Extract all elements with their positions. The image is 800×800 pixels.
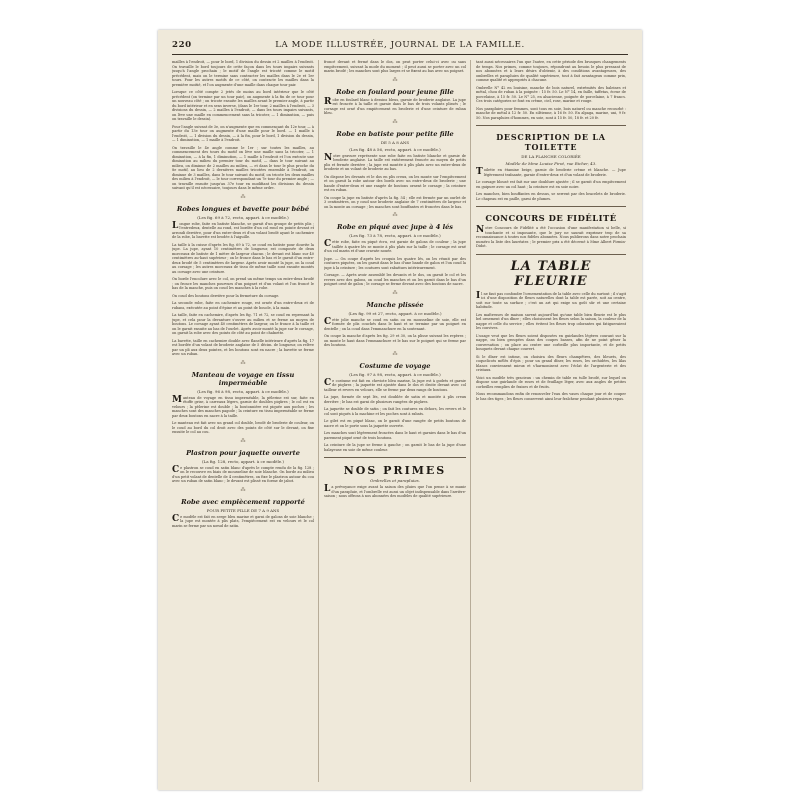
section-caption: (Les fig. 99 et 27, recto, appart. à ce modèle.) [348,310,442,316]
section-caption: (Les fig. 48 à 56, recto, appart. à ce modèle.) [349,146,441,152]
column-rule [318,60,319,782]
section-heading: Manche plissée [366,300,424,309]
paragraph: Voici un modèle très gracieux : un chemin de table en tulle brodé, sur lequel on dispose une guirlande de roses et de feuillage léger, avec aux angles de petites corbeilles remplies de fraises et de fruits. [476,375,626,389]
section-heading: Robe en foulard pour jeune fille [336,87,454,96]
paragraph: On borde l'encolure avec le col, on prend un même temps un entre-deux brodé ; on fronce les manches pourvues d'un poignet et d'un volant et l'on froncé le bas de la manche, puis on coud les manches à la robe. [172,277,314,290]
section-caption: (Les fig. 73 à 78, recto, appart. à ce modèle.) [349,233,441,238]
paragraph: La jaquette se double de satin ; on fait les coutures en dehors, les revers et le col sont piqués à la machine et les poches sont à rabats. [324,407,466,416]
paragraph: La taille, faite en cachemire, d'après les fig. 71 et 72, se coud en reprenant la jupe, et cela pour la devanture s'ouvre au milieu et se ferme au moyen de boutons. Le corsage ayant 40 centimètres de largeur, on le fronce à la taille et on le garnit ensuite au bas de l'ourlet. Après avoir monté la jupe sur le corsage, on garnit la robe avec des points de côté au point de chaînette. [172,313,314,335]
paragraph: Robe en foulard blanc à dessins bleus, garnie de broderie anglaise. La jupe est froncée à la taille et garnie dans le bas de trois volants plissés ; le corsage est orné d'un empiècement en broderie et d'une ceinture de ruban bleu. [324,96,466,115]
divider [324,457,466,458]
section-caption: (Les fig. 96 à 98, recto, appart. à ce modèle.) [197,388,289,394]
description-heading: DESCRIPTION DE LA TOILETTE [496,132,606,152]
paragraph: Nos parapluies pour femmes, sont tous en soie, bois naturel ou manche recourbé : manche de métal à 12 fr. 50. En siléienne, à 16 fr. 50. En alpaga, marine, uni, 9 fr. 50. Nos parapluies d'hommes, en soie, sont à 15 fr. 50, 18 fr. et 20 fr. [476,106,626,120]
divider [476,206,626,207]
paragraph: Les manches, bien bouffantes en dessus, se serrent par des bracelets de broderie. Le chapeau est en paille, garni de plumes. [476,192,626,201]
paragraph: La taille à la cuisse d'après les fig. 69 à 72, se coud en batiste pour douvite la jupe. La jupe, ayant 10 centimètres de longueur, est composée de deux morceaux de batiste de 1 mètre de largeur chacun ; le devant est blanc sur 40 centimètres au-haut supérieur ; on le fronce dans le bas et le garnit d'un entre-deux brodé de 5 centimètres de largeur. Après avoir monté la jupe, on la coud au corsage ; les autres morceaux de tissu de même taille sont ensuite montés au corsage avec une ceinture. [172,242,314,274]
paragraph: Les maîtresses de maison savent aujourd'hui qu'une table bien fleurie est le plus bel ornement d'un dîner ; elles choisissent les fleurs selon la saison, la couleur de la nappe et celle du service ; elles évitent les fleurs trop odorantes qui fatigueraient les convives. [476,312,626,330]
paragraph: La jupe, formée de sept lés, est doublée de satin et montée à plis creux derrière ; le bas est garni de plusieurs rangées de piqûres. [324,395,466,404]
column-middle [324,60,466,782]
contest-heading: CONCOURS DE FIDÉLITÉ [485,213,617,223]
paragraph: Ombrelle N° 42 en louisine, manche de bois naturel, extrémités des baleines et métal, chou de ruban à la poignée : 15 fr. 50. Le N° 14, en faille, taffetas, écrue de porcelaine, à 15 fr. 50. Le N° 25, en alsacienne, poignée de porcelaine, à 7 francs. Ces trois catégories se font en crème, ciel, rose, marine et rouge. [476,85,626,103]
paragraph: Nous recommandons enfin de renouveler l'eau des vases chaque jour et de couper le bas des tiges ; les fleurs conservent ainsi leur fraîcheur pendant plusieurs repas. [476,392,626,401]
ornament-divider: ⁂ [392,350,398,357]
paragraph: Notre Concours de Fidélité a été l'occasion d'une manifestation si belle, si touchante et si imposante, que le jury ne saurait exprimer trop de sa reconnaissance à toutes nos fidèles abonnées. Nous publierons dans notre prochain numéro la liste des lauréates ; le premier prix a été décerné à Mme Albert Firmin-Didot. [476,225,626,248]
section-caption: DE 5 A 8 ANS [380,139,410,145]
description-subheading: DE LA PLANCHE COLORIÉE [521,154,581,159]
paragraph: La ceinture de la jupe se ferme à gauche ; on garnit le bas de la jupe d'une balayeuse en soie de même couleur. [324,443,466,452]
ornament-divider: ⁂ [392,76,398,83]
divider [476,254,626,255]
column-right [476,60,626,782]
primes-heading: NOS PRIMES [343,464,447,477]
paragraph: Le corsage blousé est fait sur une doublure ajustée ; il se garnit d'un empiècement en guipure avec un col haut ; la ceinture est en soie noire. [476,180,626,189]
paragraph: Toilette en étamine beige, garnie de broderie crème et blanche. — Jupe légèrement traînante, garnie d'entre-deux et d'un volant de broderie. [476,167,626,177]
paragraph: On coupe la jupe en batiste d'après la fig. 54 ; elle est fermée par un ourlet de 3 centimètres, on y coud une broderie anglaise de 7 centimètres de largeur et on la monte au corsage ; les manches sont bouffantes et froncées dans le bas. [324,195,466,209]
ornament-divider: ⁂ [392,212,398,218]
paragraph: On coupe la manche d'après les fig. 29 et 30, on la plisse suivant les repères ; on monte le haut dans l'emmanchure et le bas sur le poignet qui se ferme par des boutons. [324,334,466,347]
section-heading: Manteau de voyage en tissu imperméable [191,370,295,387]
paragraph: Pour l'angle suivant de 3e, on n'augmente que en commençant du 12e tour, — à partir du 13e tour on augmente d'une maille pour le bord. — 1 maille à l'endroit, — 1 division du dessin, — à la fin, pour le bord, 1 division du dessin, — 1 diminution, — 1 maille à l'endroit. [172,124,314,142]
paragraph: Ce modèle est fait en serge bleu marine et garni de galons de soie blanche ; la jupe est montée à plis plats, l'empiècement est en velours et le col marin se ferme par un nœud de satin. [172,513,314,528]
paragraph: Notre gravure représente une robe faite en batiste blanche et garnie de broderie anglaise. La taille est entièrement froncée au moyen de petits plis et fermée derrière ; la jupe est montée à plis plats avec un entre-deux de broderie et un volant de broderie au bas. [324,152,466,171]
ornament-divider: ⁂ [392,118,398,125]
paragraph: Le gilet est en piqué blanc, on le garnit d'une rangée de petits boutons de nacre et on le porte sous la jaquette ouverte. [324,419,466,428]
page-number: 220 [172,40,192,50]
paragraph: L'usage veut que les fleurs soient disposées en guirlandes légères courant sur la nappe, ou bien groupées dans des coupes basses, afin de ne point gêner la conversation ; on place au centre une corbeille plus importante, et de petits bouquets devant chaque couvert. [476,333,626,351]
paragraph: Ce plastron se coud en satin blanc d'après le compte rendu de la fig. 128 ; on le recouvre en biais de mousseline de soie blanche. On borde au milieu d'un petit volant de dentelle de 4 centimètres, on fixe le plastron autour du cou avec un ruban de satin blanc ; le devant est plissé en forme de jabot. [172,464,314,483]
paragraph: Cette robe, faite en piqué écru, est garnie de galons de couleur ; la jupe taillée à quatre lés se monte à plis plats sur la taille ; le corsage est orné d'un col marin et d'une cravate nouée. [324,239,466,253]
paragraph: Ce costume est fait en cheviote bleu marine, la jupe est à godets et garnie de piqûres ; la jaquette est ajustée dans le dos et droite devant avec col tailleur et revers en velours, elle se ferme par deux rangs de boutons. [324,377,466,392]
paragraph: On coud des boutons derrière pour la fermeture du corsage. [172,293,280,298]
column-left [172,60,314,782]
table-fleurie-heading: LA TABLE FLEURIE [510,258,592,289]
page-header [172,36,628,55]
journal-title: LA MODE ILLUSTRÉE, JOURNAL DE LA FAMILLE. [275,40,525,50]
paragraph: La seconde robe, faite en cachemire rouge, est ornée d'un entre-deux et de rubans, exécutée au point d'épine et au point de boucle, à la main. [172,301,314,310]
section-caption: (Les fig. 97 à 98, recto, appart. à ce modèle.) [349,371,441,377]
section-heading: Robes longues et bavette pour bébé [176,204,310,213]
section-caption: POUR PETITE FILLE DE 7 A 9 ANS [206,507,280,513]
section-heading: Costume de voyage [359,361,431,370]
paragraph: La prévoyance exige avant la saison des pluies que l'on pense à se munir d'un parapluie, et l'ombrelle est aussi un objet indispensable dans l'arrière-saison ; nous offrons à nos abonnées des modèles de qualité supérieure. [324,484,466,498]
paragraph: Jupe. — On coupe d'après les croquis les quatre lés, on les réunit par des coutures piquées, on les garnit dans le bas d'une bande de galon et l'on coud la jupe à la ceinture ; les coutures sont rabattues intérieurement. [324,256,466,270]
ornament-divider: ⁂ [240,193,246,200]
paragraph: Longue robe, faite en batiste blanche, se garnit d'un groupe de petits plis ; l'entredeux, dentelle au rond, est bordée d'un col rond en pointe devant et arrondi derrière, pour d'un entre-deux et d'un volant brodé ayant le cachemire de la robe, la bavette est brodée à l'aiguille. [172,220,314,239]
section-caption: (Les fig. 69 à 72, recto, appart. à ce modèle.) [197,214,289,220]
ornament-divider: ⁂ [240,359,246,366]
section-heading: Robe en piqué avec jupe à 4 lés [336,223,454,231]
paragraph: On dispose les devants et le dos en plis creux, on les monte sur l'empiècement et on garnit la robe autour des bords avec un entre-deux de broderie ; une bande d'entre-deux et une rangée de boutons ornent le corsage ; la ceinture est en ruban. [324,174,466,192]
ornament-divider: ⁂ [240,486,246,493]
paragraph: Le manteau est fait avec un grand col double, brodé de broderie de couleur, on le coud au bord du col droit avec des points de côté sur le devant, on fixe ensuite le col au cou. [172,421,314,434]
paragraph: Cette jolie manche se coud en satin ou en mousseline de soie, elle est formée de plis couchés dans le haut et se termine par un poignet en dentelle ; on la coud dans l'emmanchure en la soutenant. [324,316,466,331]
paragraph: Manteau de voyage en tissu imperméable, la pèlerine est sur, faite en étoffe grise, à carreaux légers, garnie de doubles piqûres ; le col est en velours ; la pèlerine est double ; la boutonnière est piquée aux poches ; les manches sont des manches pagode ; la ceinture en tissu imperméable se ferme par deux boutons en nacre à la taille. [172,394,314,418]
model-credit: Modèle de Mme Louise Pirot, rue Richer, 43. [505,161,597,166]
column-rule [470,60,471,782]
section-heading: Plastron pour jaquette ouverte [186,448,300,457]
paragraph: tant aussi nécessaires l'un que l'autre, en cette période des brusques changements de temps. Nos primes, comme toujours, répondront au besoin le plus pressant de nos abonnées et à leurs désirs d'obtenir, à des conditions avantageuses, des ombrelles et parapluies de qualité supérieure, tout à fait avantageux comme prix, comme qualité et appropriés à chacune. [476,60,626,82]
section-heading: Robe en batiste pour petite fille [336,129,454,138]
paragraph: Les manches sont légèrement froncées dans le haut et garnies dans le bas d'un parement piqué orné de trois boutons. [324,431,466,440]
paragraph: On travaille le 4e angle comme le 1er ; sur toutes les mailles, au commencement des tours du motif on lève une maille sans la tricoter, — 1 diminution, — à la fin, 1 diminution, — 1 maille à l'endroit et l'on exécute une diminution au milieu du premier tour du motif, — dans le tour suivant au milieu, on diminue de 2 mailles au milieu, — et dans le tour le plus proche du 8e motif, au lieu de 2 dernières mailles tricotées ensemble à l'endroit, on diminue de 3 mailles, dans le tour suivant du motif, on tricote les deux mailles des milieu à l'endroit, — le tour correspondant un 7e tour du premier angle ; — on travaille ensuite jusqu'au 37e tour en modifiant les divisions du dessin suivant qu'il est nécessaire, toujours dans le même ordre. [172,145,314,190]
section-heading: Robe avec empiècement rapporté [181,497,305,506]
ornament-divider: ⁂ [392,289,398,296]
paragraph: Lorsque ce côté compte 2 jetés de moins au bord intérieur que le côté précédent (on termine par un tour pair), on augmente à la fin de ce tour pour un nouveau côté ; on tricote ensuite les mailles avant le premier angle, à partir du bord intérieur et en sens inverse, (dans le 1er tour, 2 mailles à l'endroit, — 3 divisions du dessin, — 2 mailles à l'endroit, — dans les tours impairs suivants, on lève une maille en commencement sans la tricoter, — 1 diminution, — puis on travaille le dessin). [172,90,314,121]
divider [476,125,626,126]
paragraph: Corsage. — Après avoir assemblé les devants et le dos, on garnit le col et les revers avec des galons, on coud les manches et on les garnit dans le bas d'un poignet orné de galon ; le corsage se ferme devant avec des boutons de nacre. [324,273,466,286]
paragraph: Si le dîner est intime, on choisira des fleurs champêtres, des bleuets, des coquelicots mêlés d'épis ; pour un grand dîner, les roses, les orchidées, les lilas blancs conviennent mieux et s'harmonisent avec l'éclat de l'argenterie et des cristaux. [476,354,626,372]
primes-subheading: Ombrelles et parapluies. [369,478,421,483]
magazine-page [158,30,642,790]
paragraph: mailles à l'endroit, — pour le bord, 1 division du dessin et 2 mailles à l'endroit. On travaille le bord toujours de cette façon dans les tours impairs suivants jusqu'à l'angle prochain ; le motif de l'angle est tricoté comme le motif précédent, mais on le termine sans contracter les mailles dans le 2e et 1er tours. Pour les autres motifs de ce côté, on contracte les mailles dans la première moitié, et l'on augmente d'une maille dans chaque tour pair. [172,60,314,87]
section-caption: (La fig. 128, recto, appart. à ce modèle.) [202,458,284,464]
paragraph: Il ne faut pas confondre l'ornementation de la table avec celle du surtout ; il s'agit ici d'une disposition de fleurs naturelles dont la table est parée, soit au centre, soit sur toute sa surface ; c'est un art qui exige un goût sûr et une certaine habitude. [476,290,626,309]
ornament-divider: ⁂ [240,437,246,444]
paragraph: La bavette, taille en cachemire double avec flanelle intérieure d'après la fig. 17 est bordée d'un volant de broderie anglaise de 5 décim. de longueur, on relève par un pli aux deux pointes, et les boutons sont en nacre ; la bavette se ferme avec un ruban. [172,338,314,356]
paragraph: froncé devant et fermé dans le dos, on peut porter celui-ci avec ou sans empiècement, suivant la mode du moment ; il peut aussi se porter avec un col marin brodé ; les manches sont plus larges et se fixent au bas avec un poignet. [324,60,466,73]
